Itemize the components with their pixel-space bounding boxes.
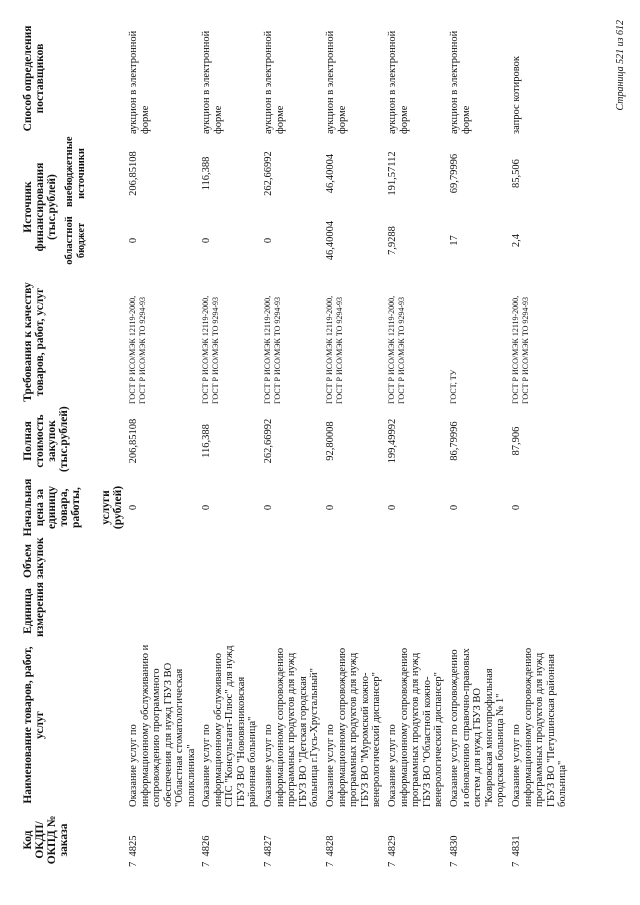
price-cell: 0 bbox=[449, 504, 460, 511]
table-row bbox=[323, 20, 385, 870]
price-cell: 0 bbox=[201, 504, 212, 511]
requirements-cell: ГОСТ Р ИСО/МЭК 12119-2000, ГОСТ Р ИСО/МЭК ТО 9294-93 bbox=[325, 295, 344, 404]
method-cell: аукцион в электронной форме bbox=[263, 30, 286, 134]
funding-subheaders bbox=[64, 136, 88, 274]
requirements-cell: ГОСТ Р ИСО/МЭК 12119-2000, ГОСТ Р ИСО/МЭК ТО 9294-93 bbox=[263, 295, 282, 404]
col-funding bbox=[20, 137, 126, 277]
method-cell: аукцион в электронной форме bbox=[201, 30, 224, 134]
col-funding-label: Источник финансирования (тыс.рублей) bbox=[22, 162, 58, 252]
extra-value: 69,79996 bbox=[449, 153, 460, 194]
extra-value: 85,506 bbox=[511, 159, 522, 188]
unit-cell bbox=[447, 582, 509, 640]
funding-cell bbox=[385, 137, 447, 277]
extra-value: 206,85108 bbox=[128, 151, 139, 196]
volume-cell bbox=[126, 540, 199, 582]
name-cell: Оказание услуг по информационному обслуживанию и сопровождению программного обеспечения для нужд ГБУЗ ВО "Областная стоматологическая поликлиника" bbox=[128, 644, 197, 807]
col-unit: Единица измерения bbox=[22, 582, 46, 637]
regional-value: 0 bbox=[263, 237, 274, 244]
code-cell: 7 4826 bbox=[201, 835, 212, 867]
code-cell: 7 4827 bbox=[263, 835, 274, 867]
funding-cell bbox=[323, 137, 385, 277]
total-cell: 206,85108 bbox=[128, 418, 139, 464]
regional-value: 0 bbox=[128, 237, 139, 244]
col-method: Способ определения поставщиков bbox=[22, 25, 46, 132]
price-cell: 0 bbox=[387, 504, 398, 511]
volume-cell bbox=[199, 540, 261, 582]
requirements-cell: ГОСТ Р ИСО/МЭК 12119-2000, ГОСТ Р ИСО/МЭК ТО 9294-93 bbox=[201, 295, 220, 404]
code-cell: 7 4829 bbox=[387, 835, 398, 867]
table-row bbox=[126, 20, 199, 870]
volume-cell bbox=[447, 540, 509, 582]
extra-value: 116,388 bbox=[201, 156, 212, 191]
regional-value: 2,4 bbox=[511, 233, 522, 248]
unit-cell bbox=[385, 582, 447, 640]
code-cell: 7 4828 bbox=[325, 835, 336, 867]
volume-cell bbox=[509, 540, 571, 582]
name-cell: Оказание услуг по информационному сопровождению программных продуктов для нужд ГБУЗ ВО "Областной кожно-венерологический диспансер" bbox=[387, 647, 444, 807]
name-cell: Оказание услуг по информационному сопровождению программных продуктов для нужд ГБУЗ ВО "Детская городская больница г.Гусь-Хрустальный" bbox=[263, 647, 320, 807]
extra-value: 262,66992 bbox=[263, 151, 274, 196]
total-cell: 87,906 bbox=[511, 426, 522, 456]
col-total: Полная стоимость закупок (тыс.рублей) bbox=[22, 406, 70, 472]
funding-cell bbox=[199, 137, 261, 277]
table-row bbox=[199, 20, 261, 870]
unit-cell bbox=[199, 582, 261, 640]
col-price bbox=[20, 475, 126, 540]
code-cell: 7 4831 bbox=[511, 835, 522, 867]
table-row bbox=[447, 20, 509, 870]
funding-cell bbox=[447, 137, 509, 277]
method-cell: запрос котировок bbox=[511, 56, 522, 134]
funding-cell bbox=[509, 137, 571, 277]
total-cell: 92,80008 bbox=[325, 421, 336, 461]
extra-value: 46,40004 bbox=[325, 153, 336, 194]
regional-value: 7,9288 bbox=[387, 226, 398, 255]
total-cell: 199,49992 bbox=[387, 418, 398, 464]
unit-cell bbox=[261, 582, 323, 640]
col-price-label: Начальная цена за единицу товара, работы, bbox=[22, 478, 82, 537]
extra-value: 191,57112 bbox=[387, 151, 398, 196]
total-cell: 262,66992 bbox=[263, 418, 274, 464]
col-volume: Объем закупок bbox=[22, 537, 46, 579]
regional-value: 17 bbox=[449, 235, 460, 246]
table-row bbox=[385, 20, 447, 870]
unit-cell bbox=[126, 582, 199, 640]
name-cell: Оказание услуг по информационному сопровождению программных продуктов для нужд ГБУЗ ВО "Петушинская районная больница" bbox=[511, 647, 568, 807]
volume-cell bbox=[261, 540, 323, 582]
method-cell: аукцион в электронной форме bbox=[387, 30, 410, 134]
col-name: Наименование товаров, работ, услуг bbox=[22, 646, 46, 804]
code-cell: 7 4830 bbox=[449, 835, 460, 867]
funding-cell bbox=[126, 137, 199, 277]
regional-value: 0 bbox=[201, 237, 212, 244]
method-cell: аукцион в электронной форме bbox=[449, 30, 472, 134]
col-funding-regional: областной бюджет bbox=[64, 216, 87, 265]
regional-value: 46,40004 bbox=[325, 220, 336, 261]
col-funding-extra: внебюджетные источники bbox=[64, 136, 87, 207]
funding-cell bbox=[261, 137, 323, 277]
price-cell: 0 bbox=[128, 504, 139, 511]
price-cell: 0 bbox=[263, 504, 274, 511]
total-cell: 116,388 bbox=[201, 424, 212, 458]
col-requirements: Требования к качеству товаров, работ, услуг bbox=[22, 282, 46, 402]
total-cell: 86,79996 bbox=[449, 421, 460, 461]
requirements-cell: ГОСТ Р ИСО/МЭК 12119-2000, ГОСТ Р ИСО/МЭК ТО 9294-93 bbox=[511, 295, 530, 404]
procurement-table bbox=[20, 20, 571, 870]
requirements-cell: ГОСТ Р ИСО/МЭК 12119-2000, ГОСТ Р ИСО/МЭК ТО 9294-93 bbox=[128, 295, 147, 404]
method-cell: аукцион в электронной форме bbox=[325, 30, 348, 134]
header-row bbox=[20, 20, 126, 870]
requirements-cell: ГОСТ Р ИСО/МЭК 12119-2000, ГОСТ Р ИСО/МЭК ТО 9294-93 bbox=[387, 295, 406, 404]
table-row bbox=[261, 20, 323, 870]
table-row bbox=[509, 20, 571, 870]
code-cell: 7 4825 bbox=[128, 835, 139, 867]
unit-cell bbox=[509, 582, 571, 640]
name-cell: Оказание услуг по информационному сопровождению программных продуктов для нужд ГБУЗ ВО "Муромский кожно-венерологический диспансер" bbox=[325, 647, 382, 807]
name-cell: Оказание услуг по сопровождению и обновлению справочно-правовых систем для нужд ГБУЗ ВО "Ковровская многопрофильная городская больница № 1" bbox=[449, 648, 506, 807]
price-cell: 0 bbox=[325, 504, 336, 511]
method-cell: аукцион в электронной форме bbox=[128, 30, 151, 134]
price-cell: 0 bbox=[511, 504, 522, 511]
col-code: Код ОКДП/ ОКПД № заказа bbox=[22, 815, 70, 865]
unit-cell bbox=[323, 582, 385, 640]
page-number: Страница 521 из 612 bbox=[615, 20, 626, 111]
volume-cell bbox=[385, 540, 447, 582]
col-price-unit: услуги (рублей) bbox=[100, 485, 124, 530]
name-cell: Оказание услуг по информационному обслуживанию СПС "Консультант-Плюс" для нужд ГБУЗ ВО "Нововязниковская районная больница" bbox=[201, 645, 258, 807]
volume-cell bbox=[323, 540, 385, 582]
requirements-cell: ГОСТ, ТУ bbox=[449, 369, 458, 404]
